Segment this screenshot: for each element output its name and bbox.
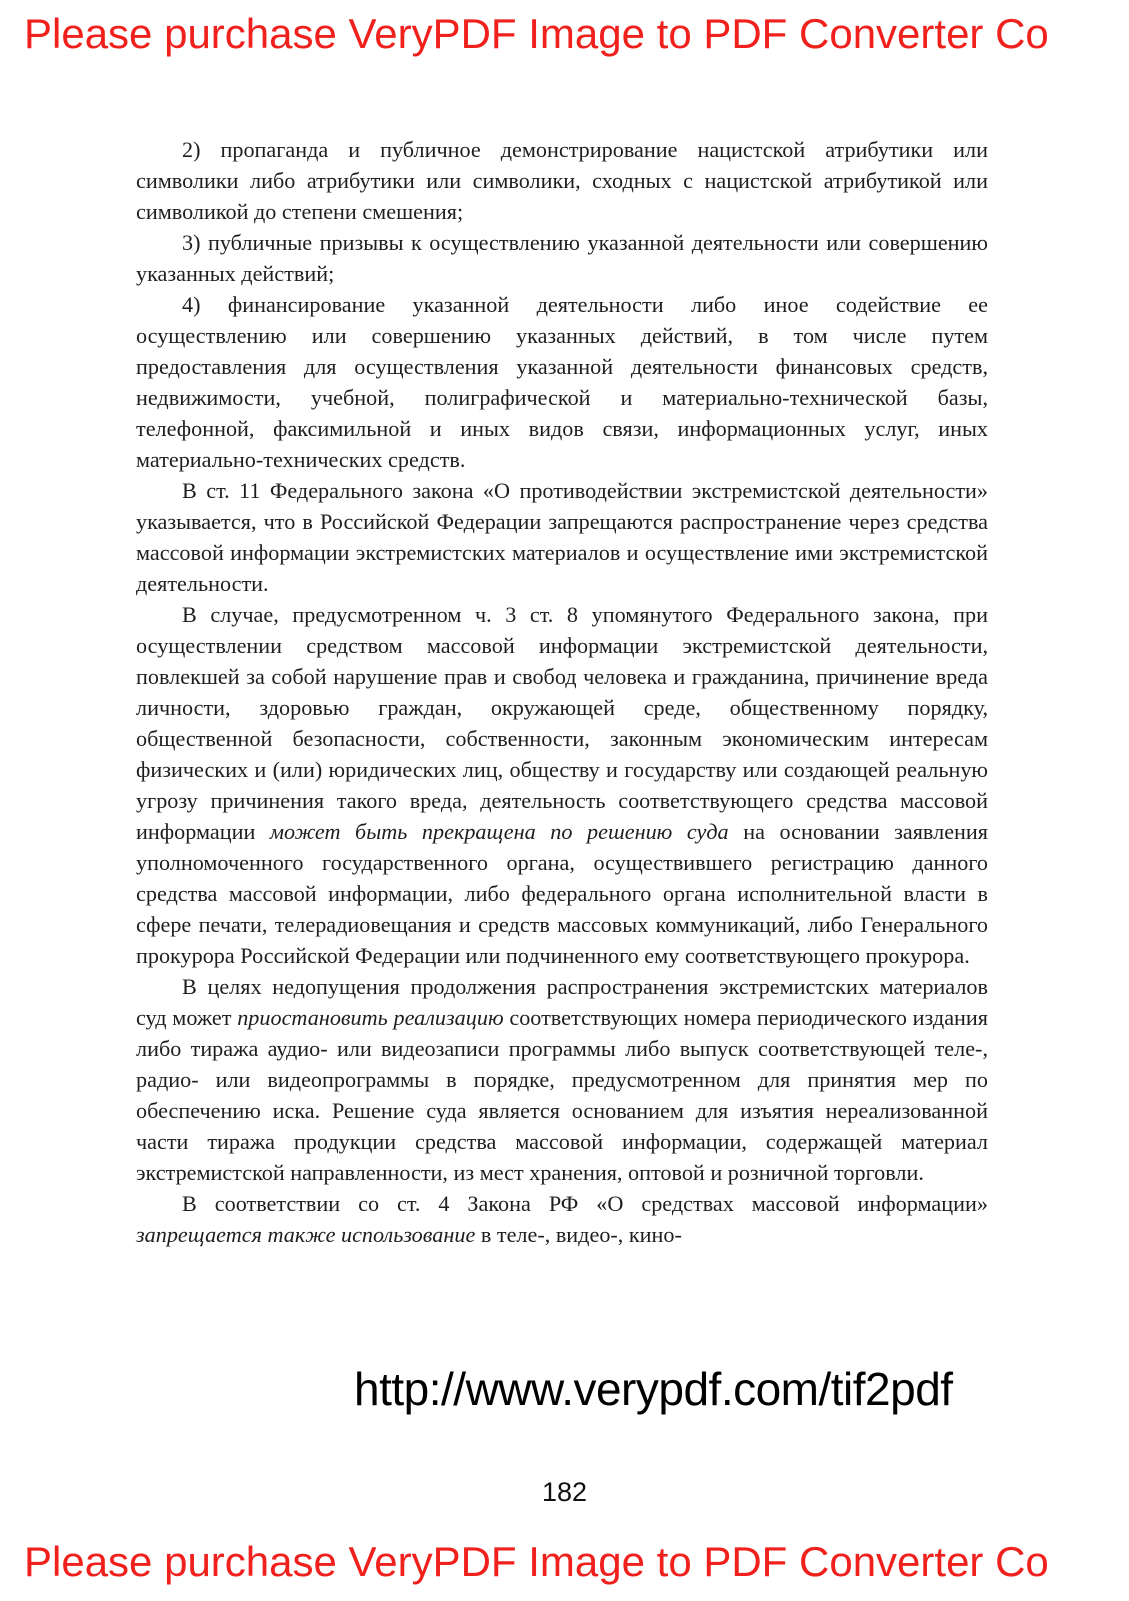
text-run: на основании заявления уполномоченного государственного органа, осуществившего регистрацию данного средства массовой информации, либо федерального органа исполнительной власти в сфере печати, телерадиовещания и средств массовых коммуникаций, либо Генерального прокурора Российской Федерации или подчиненного ему соответствующего прокурора.: [136, 819, 988, 968]
emphasis-text: приостановить реализацию: [237, 1005, 504, 1030]
paragraph-item-3: 3) публичные призывы к осуществлению указанной деятельности или совершению указанных действий;: [136, 230, 988, 286]
text-run: в теле-, видео-, кино-: [475, 1222, 682, 1247]
text-run: В соответствии со ст. 4 Закона РФ «О средствах массовой информации»: [182, 1191, 988, 1216]
paragraph-prevention: [136, 971, 988, 1188]
document-page: [136, 134, 988, 1250]
paragraph-article-11: В ст. 11 Федерального закона «О противодействии экстремистской деятельности» указывается, что в Российской Федерации запрещаются распространение через средства массовой информации экстремистских материалов и осуществление ими экстремистской деятельности.: [136, 478, 988, 596]
paragraph-case-part-3: [136, 599, 988, 971]
text-run: В случае, предусмотренном ч. 3 ст. 8 упомянутого Федерального закона, при осуществлении средством массовой информации экстремистской деятельности, повлекшей за собой нарушение прав и свобод человека и гражданина, причинение вреда личности, здоровью граждан, окружающей среде, общественному порядку, общественной безопасности, собственности, законным экономическим интересам физических и (или) юридических лиц, обществу и государству или создающей реальную угрозу причинения такого вреда, деятельность соответствующего средства массовой информации: [136, 602, 988, 844]
page-number: 182: [541, 1477, 588, 1507]
emphasis-text: запрещается также использование: [136, 1222, 476, 1247]
paragraph-article-4: [136, 1188, 988, 1250]
url-watermark: http://www.verypdf.com/tif2pdf: [354, 1363, 953, 1415]
purchase-banner-top: Please purchase VeryPDF Image to PDF Converter Co: [24, 10, 1049, 57]
text-run: В целях недопущения продолжения распространения экстремистских материалов суд может: [136, 974, 988, 1030]
purchase-banner-bottom: Please purchase VeryPDF Image to PDF Converter Co: [24, 1538, 1049, 1585]
paragraph-item-2: 2) пропаганда и публичное демонстрирование нацистской атрибутики или символики либо атрибутики или символики, сходных с нацистской атрибутикой или символикой до степени смешения;: [136, 137, 988, 224]
emphasis-text: может быть прекращена по решению суда: [269, 819, 729, 844]
paragraph-item-4: 4) финансирование указанной деятельности либо иное содействие ее осуществлению или совершению указанных действий, в том числе путем предоставления для осуществления указанной деятельности финансовых средств, недвижимости, учебной, полиграфической и материально-технической базы, телефонной, факсимильной и иных видов связи, информационных услуг, иных материально-технических средств.: [136, 292, 988, 472]
text-run: соответствующих номера периодического издания либо тиража аудио- или видеозаписи программы либо выпуск соответствующей теле-, радио- или видеопрограммы в порядке, предусмотренном для принятия мер по обеспечению иска. Решение суда является основанием для изъятия нереализованной части тиража продукции средства массовой информации, содержащей материал экстремистской направленности, из мест хранения, оптовой и розничной торговли.: [136, 1005, 988, 1185]
